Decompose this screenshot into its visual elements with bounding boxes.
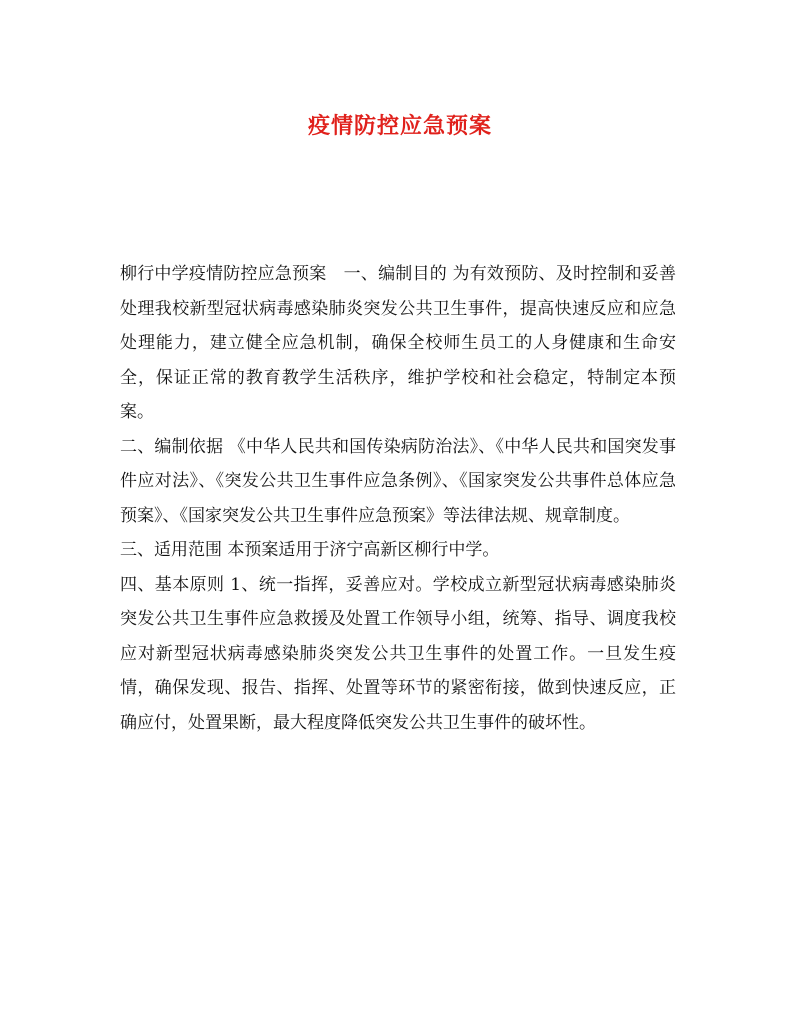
- paragraph-purpose: 柳行中学疫情防控应急预案 一、编制目的 为有效预防、及时控制和妥善处理我校新型冠状病毒感染肺炎突发公共卫生事件，提高快速反应和应急处理能力，建立健全应急机制，确保全校师生员工的人身健康和生命安全，保证正常的教育教学生活秩序，维护学校和社会稳定，特制定本预案。: [120, 264, 676, 422]
- paragraph-basis: 二、编制依据 《中华人民共和国传染病防治法》、《中华人民共和国突发事件应对法》、《突发公共卫生事件应急条例》、《国家突发公共事件总体应急预案》、《国家突发公共卫生事件应急预案》等法律法规、规章制度。: [120, 436, 676, 526]
- paragraph-principles: 四、基本原则 1、统一指挥，妥善应对。学校成立新型冠状病毒感染肺炎突发公共卫生事件应急救援及处置工作领导小组，统筹、指导、调度我校应对新型冠状病毒感染肺炎突发公共卫生事件的处置工作。一旦发生疫情，确保发现、报告、指挥、处置等环节的紧密衔接，做到快速反应，正确应付，处置果断，最大程度降低突发公共卫生事件的破坏性。: [120, 574, 676, 733]
- paragraph-scope: 三、适用范围 本预案适用于济宁高新区柳行中学。: [120, 540, 500, 560]
- document-body: [120, 257, 676, 740]
- document-title: 疫情防控应急预案: [307, 113, 492, 139]
